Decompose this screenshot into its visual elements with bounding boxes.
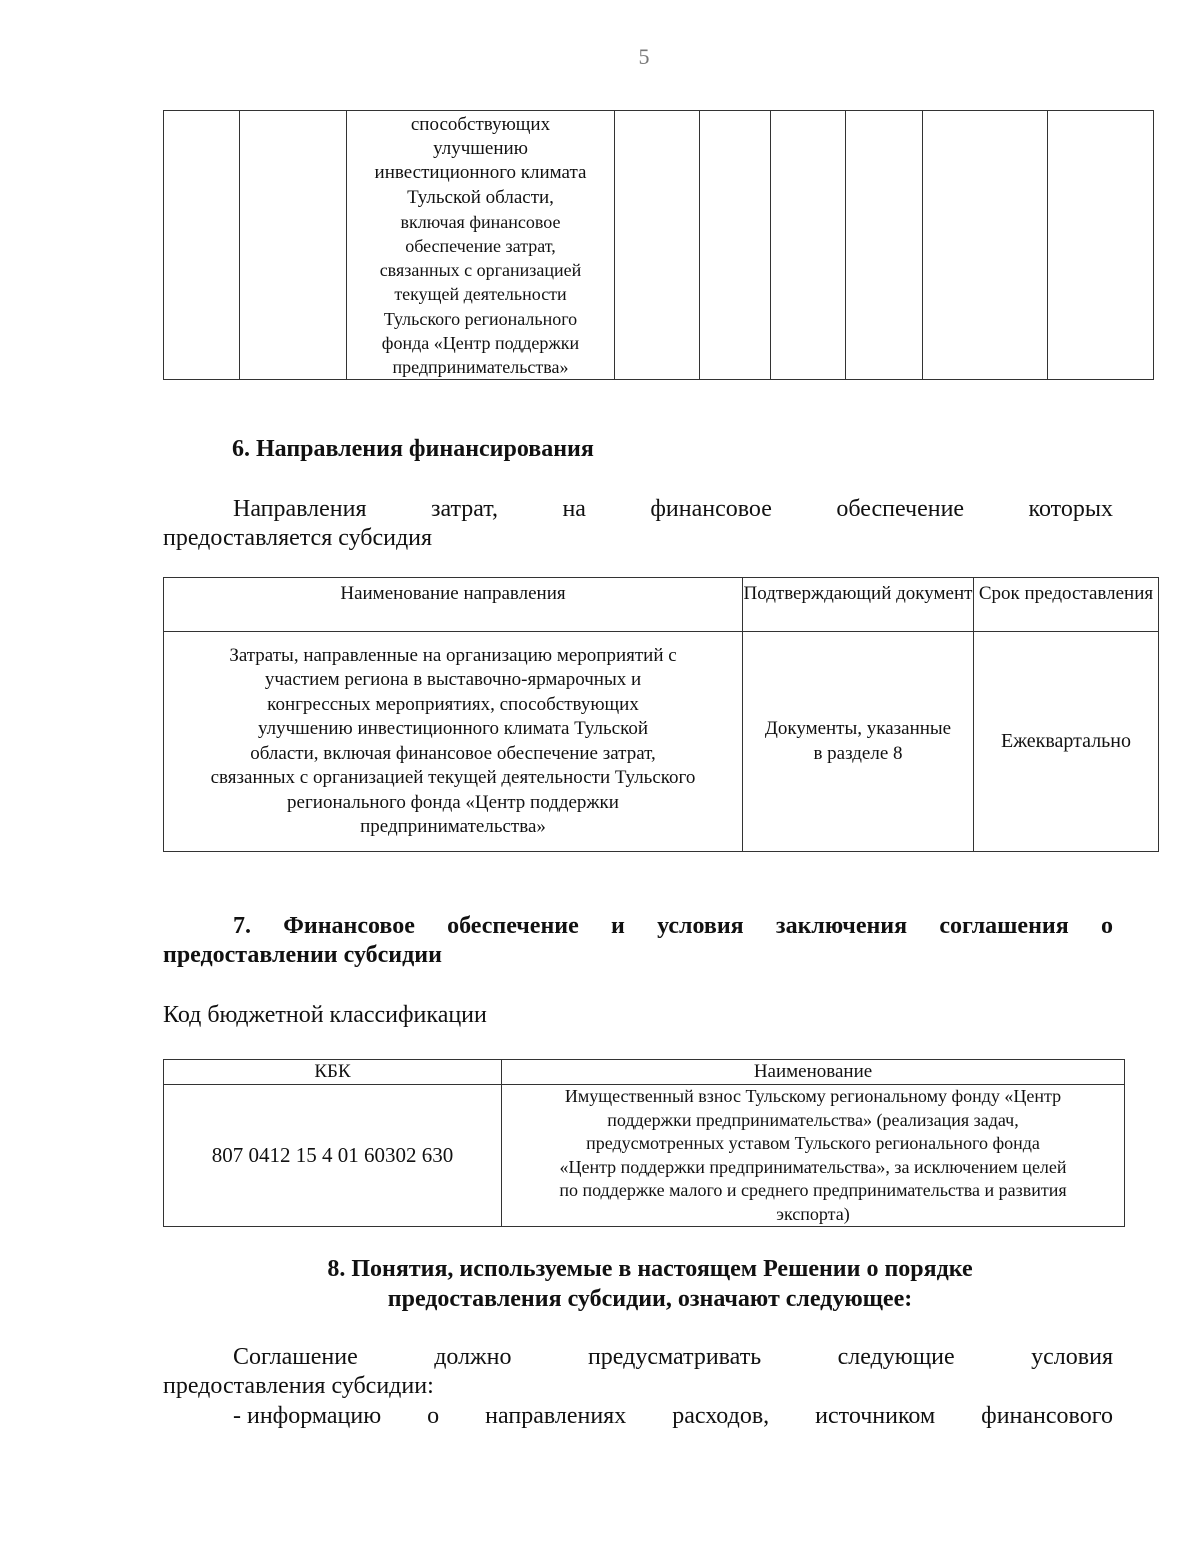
table-cell: [846, 111, 923, 380]
intro-line-2: предоставляется субсидия: [163, 525, 433, 551]
table-row: [164, 1085, 1125, 1227]
text-line: связанных с организацией: [379, 260, 582, 281]
table-row: [164, 111, 1154, 380]
page-number: 5: [638, 44, 650, 69]
text-line: регионального фонда «Центр поддержки: [287, 791, 619, 813]
word: о: [1100, 913, 1113, 939]
text-line: «Центр поддержки предпринимательства», за исключением целей: [559, 1156, 1067, 1177]
word: следующие: [837, 1344, 955, 1370]
word: обеспечение: [836, 496, 965, 522]
table-cell: [700, 111, 771, 380]
text-line: предпринимательства»: [360, 816, 546, 837]
bullet-line: [163, 1402, 1113, 1431]
word: условия: [1031, 1344, 1113, 1370]
text-line: по поддержке малого и среднего предпринимательства и развития: [559, 1180, 1067, 1200]
table-header-row: [164, 1060, 1125, 1085]
word: обеспечение: [447, 913, 579, 939]
heading-line-1: [163, 912, 1113, 941]
text-line: Документы, указанные: [764, 718, 952, 739]
text-line: конгрессных мероприятиях, способствующих: [267, 693, 639, 715]
continuation-text: [347, 111, 614, 379]
kbk-table: [163, 1059, 1125, 1227]
text-line: инвестиционного климата: [374, 162, 587, 184]
text-line: предусмотренных уставом Тульского регионального фонда: [586, 1133, 1040, 1153]
text-line: в разделе 8: [813, 742, 903, 764]
heading-line-1: 8. Понятия, используемые в настоящем Решении о порядке: [327, 1256, 973, 1282]
text-line: Имущественный взнос Тульскому региональному фонду «Центр: [564, 1086, 1062, 1106]
text-line: предпринимательства»: [392, 357, 569, 378]
word: направлениях: [485, 1403, 627, 1429]
column-header: Наименование: [502, 1060, 1125, 1085]
table-cell: [923, 111, 1048, 380]
word: затрат,: [430, 496, 498, 522]
word: расходов,: [672, 1403, 770, 1429]
text-line: связанных с организацией текущей деятельности Тульского: [210, 767, 696, 788]
text-line: Тульской области,: [407, 186, 554, 208]
text-line: поддержки предпринимательства» (реализация задач,: [607, 1109, 1019, 1130]
text-line: участием региона в выставочно-ярмарочных и: [264, 669, 642, 690]
section-8-paragraph: [163, 1343, 1113, 1431]
kbk-label: Код бюджетной классификации: [163, 1002, 487, 1028]
text-line: улучшению: [433, 138, 528, 160]
word: финансовое: [650, 496, 772, 522]
column-header: Подтверждающий документ: [743, 578, 974, 632]
paragraph-line-1: [163, 1343, 1113, 1372]
column-header: КБК: [164, 1060, 502, 1085]
direction-name-cell: [164, 632, 743, 852]
supporting-document-cell: [743, 632, 974, 852]
continuation-table: [163, 110, 1154, 380]
financing-directions-table: [163, 577, 1159, 852]
term-cell: Ежеквартально: [974, 632, 1159, 852]
text-line: обеспечение затрат,: [405, 236, 556, 257]
table-cell: [615, 111, 700, 380]
section-6-intro: [163, 495, 1113, 553]
heading-line-2: предоставления субсидии, означают следующее:: [387, 1286, 913, 1312]
word: предусматривать: [587, 1344, 762, 1370]
word: источником: [815, 1403, 936, 1429]
word: и: [611, 913, 625, 939]
text-line: текущей деятельности: [394, 284, 567, 305]
word: заключения: [775, 913, 908, 939]
word: соглашения: [939, 913, 1069, 939]
kbk-code: 807 0412 15 4 01 60302 630: [164, 1085, 502, 1227]
text-line: улучшению инвестиционного климата Тульской: [257, 718, 649, 739]
text-line: Затраты, направленные на организацию мероприятий с: [229, 644, 677, 666]
text-line: фонда «Центр поддержки: [381, 332, 580, 353]
text-line: способствующих: [410, 114, 551, 135]
table-cell: [164, 111, 240, 380]
table-row: [164, 632, 1159, 852]
column-header: Наименование направления: [164, 578, 743, 632]
text-line: Тульского регионального: [383, 308, 578, 329]
paragraph-line-2: предоставления субсидии:: [163, 1373, 434, 1399]
column-header: Срок предоставления: [974, 578, 1159, 632]
word: - информацию: [233, 1403, 382, 1429]
word: 7.: [233, 913, 251, 939]
table-cell: [347, 111, 615, 380]
word: которых: [1028, 496, 1113, 522]
word: Соглашение: [233, 1344, 358, 1370]
section-7-heading: [163, 912, 1113, 970]
heading-line-2: предоставлении субсидии: [163, 942, 442, 968]
word: о: [427, 1403, 440, 1429]
word: Направления: [233, 496, 367, 522]
word: на: [562, 496, 586, 522]
table-header-row: [164, 578, 1159, 632]
section-6-heading: 6. Направления финансирования: [232, 436, 594, 462]
kbk-name-cell: [502, 1085, 1125, 1227]
word: Финансовое: [283, 913, 415, 939]
text-line: включая финансовое: [400, 211, 561, 232]
word: финансового: [981, 1403, 1113, 1429]
word: должно: [434, 1344, 512, 1370]
table-cell: [240, 111, 347, 380]
section-8-heading: [163, 1254, 1137, 1314]
intro-line-1: [163, 495, 1113, 524]
text-line: экспорта): [776, 1203, 850, 1224]
text-line: области, включая финансовое обеспечение затрат,: [250, 742, 656, 764]
word: условия: [657, 913, 744, 939]
table-cell: [1048, 111, 1154, 380]
table-cell: [771, 111, 846, 380]
